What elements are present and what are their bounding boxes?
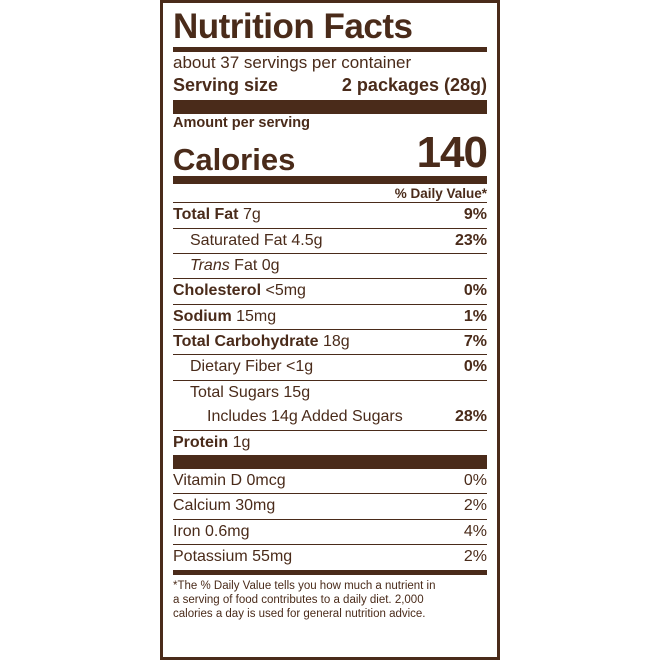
nutrient-amount-total-fat: 7g	[242, 206, 261, 224]
vitamin-name-calcium: Calcium 30mg	[173, 497, 276, 515]
nutrient-amount-saturated-fat: 4.5g	[291, 231, 323, 249]
serving-size-value: 2 packages (28g)	[341, 75, 487, 95]
nutrient-amount-cholesterol: <5mg	[265, 282, 306, 300]
nutrient-name-total-carbohydrate: Total Carbohydrate	[173, 333, 319, 351]
nutrient-name-trans-fat: Trans	[190, 256, 230, 274]
vitamin-row-vitamin-d	[173, 469, 487, 493]
calories-row	[173, 128, 487, 178]
vitamin-dv-potassium: 2%	[463, 548, 487, 566]
nutrient-row-total-carbohydrate	[173, 330, 487, 354]
footnote-line-2: a serving of food contributes to a daily diet. 2,000	[173, 593, 424, 606]
vitamin-dv-calcium: 2%	[463, 497, 487, 515]
nutrient-amount-total-sugars: 15g	[283, 383, 311, 401]
nutrient-row-cholesterol	[173, 279, 487, 303]
nutrient-row-dietary-fiber	[173, 355, 487, 379]
nutrient-row-sodium	[173, 305, 487, 329]
vitamin-row-potassium	[173, 545, 487, 569]
amount-per-serving-label: Amount per serving	[173, 115, 310, 132]
vitamin-row-iron	[173, 520, 487, 544]
calories-value: 140	[416, 128, 487, 178]
nutrient-amount-protein: 1g	[232, 433, 251, 451]
page-title: Nutrition Facts	[173, 7, 413, 46]
nutrient-row-saturated-fat	[173, 229, 487, 253]
nutrient-dv-saturated-fat: 23%	[454, 231, 487, 249]
nutrient-dv-total-carbohydrate: 7%	[463, 333, 487, 351]
nutrient-dv-dietary-fiber: 0%	[463, 358, 487, 376]
nutrient-dv-added-sugars: 28%	[454, 408, 487, 426]
divider-vitamins-top	[173, 455, 487, 469]
nutrient-dv-sodium: 1%	[463, 307, 487, 325]
nutrient-name-saturated-fat: Saturated Fat	[190, 231, 287, 249]
nutrient-name-added-sugars: Includes 14g Added Sugars	[207, 408, 403, 426]
vitamin-name-potassium: Potassium 55mg	[173, 548, 293, 566]
nutrient-dv-cholesterol: 0%	[463, 282, 487, 300]
nutrient-amount-trans-fat: Fat 0g	[234, 256, 280, 274]
nutrition-facts-label	[160, 0, 500, 660]
divider-calories-top	[173, 100, 487, 114]
nutrient-row-total-sugars	[173, 381, 487, 405]
calories-label: Calories	[173, 141, 296, 177]
footnote-line-1: *The % Daily Value tells you how much a nutrient in	[173, 579, 436, 592]
nutrient-name-protein: Protein	[173, 433, 229, 451]
servings-per-container: about 37 servings per container	[173, 52, 412, 72]
footnote	[173, 575, 487, 622]
nutrient-row-trans-fat	[173, 254, 487, 278]
nutrient-name-cholesterol: Cholesterol	[173, 282, 262, 300]
vitamin-dv-vitamin-d: 0%	[463, 472, 487, 490]
nutrient-dv-total-fat: 9%	[463, 206, 487, 224]
nutrient-name-dietary-fiber: Dietary Fiber	[190, 358, 282, 376]
vitamin-dv-iron: 4%	[463, 522, 487, 540]
footnote-line-3: calories a day is used for general nutrition advice.	[173, 608, 426, 621]
nutrient-row-added-sugars	[173, 405, 487, 429]
daily-value-header: % Daily Value*	[394, 186, 487, 202]
divider-calories-bottom	[173, 176, 487, 184]
nutrient-amount-total-carbohydrate: 18g	[322, 333, 350, 351]
vitamin-row-calcium	[173, 494, 487, 518]
nutrient-amount-sodium: 15mg	[236, 307, 277, 325]
nutrient-row-total-fat	[173, 203, 487, 227]
nutrient-name-total-sugars: Total Sugars	[190, 383, 279, 401]
serving-size-label: Serving size	[173, 75, 279, 95]
vitamin-name-vitamin-d: Vitamin D 0mcg	[173, 472, 286, 490]
vitamin-name-iron: Iron 0.6mg	[173, 522, 250, 540]
nutrient-name-total-fat: Total Fat	[173, 206, 239, 224]
nutrient-name-sodium: Sodium	[173, 307, 232, 325]
nutrient-row-protein	[173, 431, 487, 455]
nutrient-amount-dietary-fiber: <1g	[286, 358, 314, 376]
serving-size-row	[173, 74, 487, 100]
